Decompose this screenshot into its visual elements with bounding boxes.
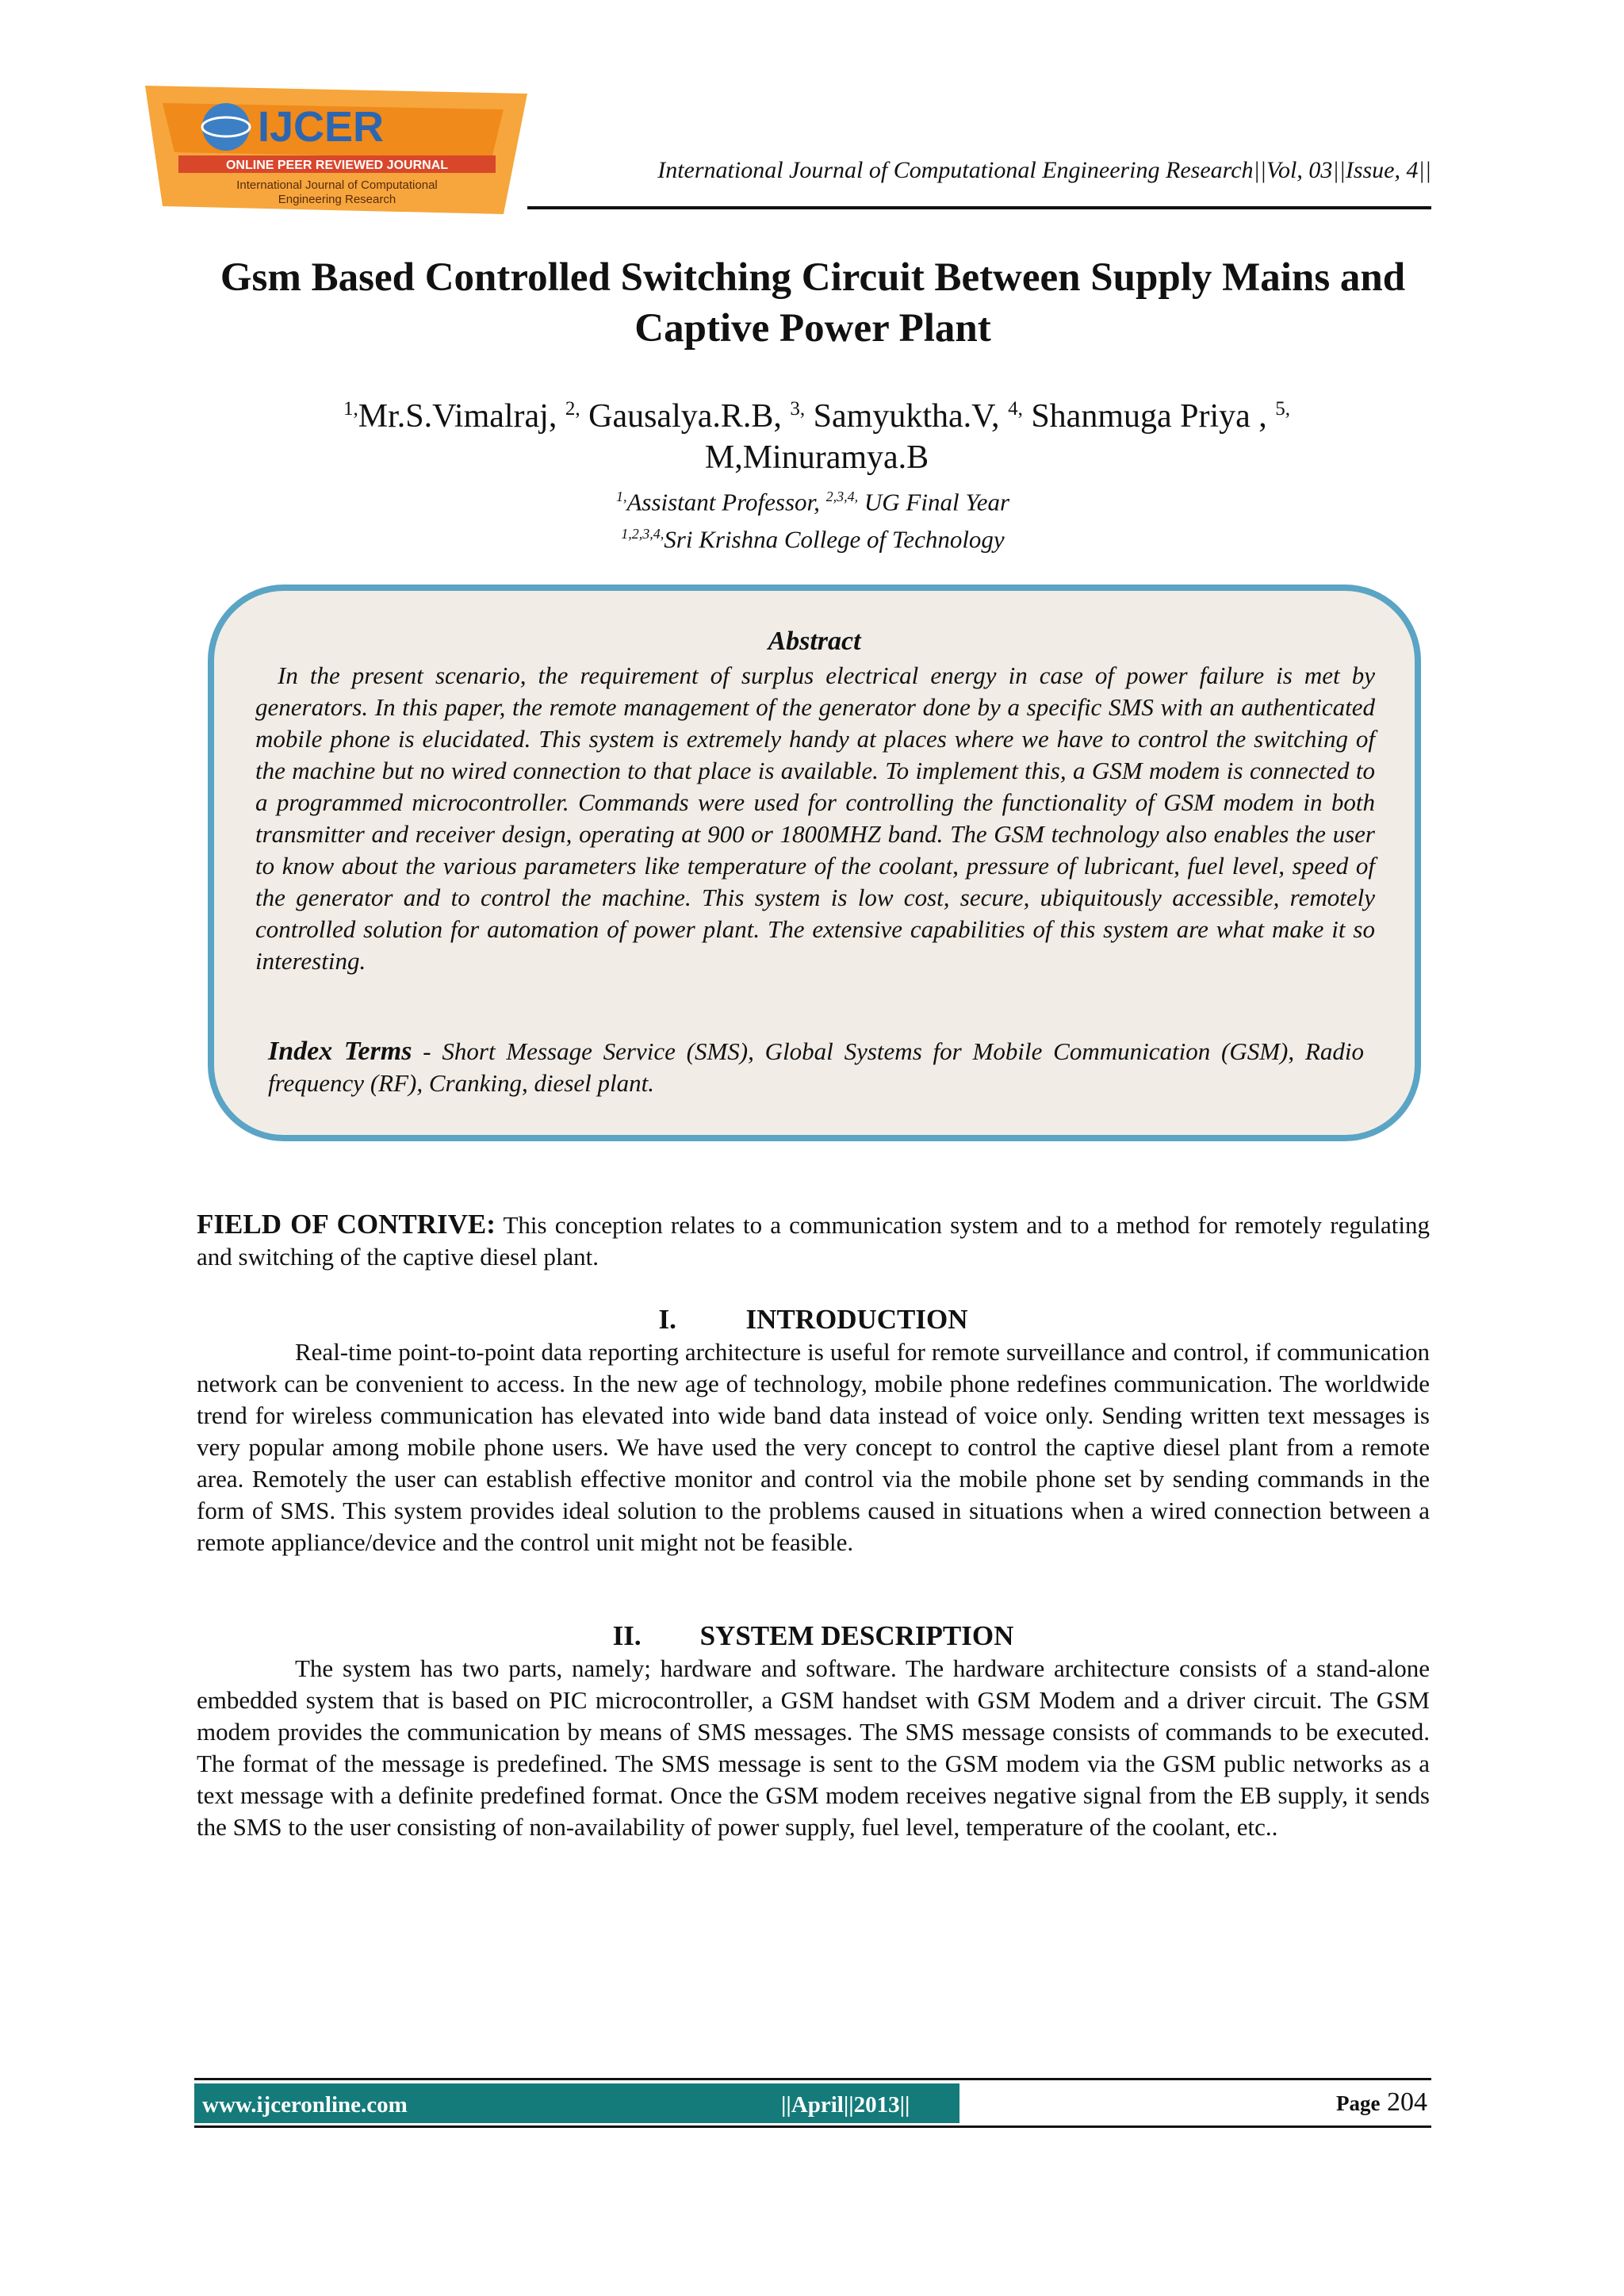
affil-sup: 1,	[615, 489, 627, 504]
page-label: Page	[1336, 2091, 1381, 2115]
abstract-heading: Abstract	[768, 627, 861, 656]
author-name: Shanmuga Priya ,	[1031, 398, 1267, 435]
author-sup: 1,	[343, 398, 358, 420]
section-title: SYSTEM DESCRIPTION	[699, 1620, 1014, 1651]
field-label: FIELD OF CONTRIVE:	[197, 1209, 496, 1240]
author-name: Mr.S.Vimalraj,	[358, 398, 557, 435]
affil-role: Assistant Professor,	[626, 488, 820, 516]
introduction-paragraph: Real-time point-to-point data reporting architecture is useful for remote surveillance and control, if communication network can be convenient to access. In the new age of technology, mobile phone redefines communication. The worldwide trend for wireless communication has elevated into wide band data instead of voice only. Sending written text messages is very popular among mobile phone users. We have used the very concept to control the captive diesel plant from a remote area. Remotely the user can establish effective monitor and control via the mobile phone set by sending commands in the form of SMS. This system provides ideal solution to the problems caused in situations when a wired connection between a remote appliance/device and the control unit might not be feasible.	[197, 1338, 1430, 1556]
author-name: Gausalya.R.B,	[588, 398, 782, 435]
logo-caption-2: Engineering Research	[278, 193, 396, 206]
abstract-text: In the present scenario, the requirement of surplus electrical energy in case of power failure is met by generators. In this paper, the remote management of the generator done by a specific SMS with an authenticated mobile phone is elucidated. This system is extremely handy at places where we have to control the switching of the machine but no wired connection to that place is available. To implement this, a GSM modem is connected to a programmed microcontroller. Commands were used for controlling the functionality of GSM modem in both transmitter and receiver design, operating at 900 or 1800MHZ band. The GSM technology also enables the user to know about the various parameters like temperature of the coolant, pressure of lubricant, fuel level, speed of the generator and to control the machine. This system is low cost, secure, ubiquitously accessible, remotely controlled solution for automation of power plant. The extensive capabilities of this system are what make it so interesting.	[255, 661, 1375, 975]
affil-sup: 2,3,4,	[825, 489, 859, 504]
affil-role: UG Final Year	[864, 488, 1010, 516]
footer-rule-bottom	[194, 2125, 1431, 2128]
index-terms-label: Index Terms	[268, 1037, 412, 1066]
section-title: INTRODUCTION	[745, 1304, 968, 1335]
section-heading-introduction	[197, 1304, 1430, 1336]
logo-text: IJCER	[258, 103, 385, 151]
header-rule	[527, 206, 1431, 209]
affil-college: Sri Krishna College of Technology	[664, 525, 1005, 554]
globe-icon	[202, 103, 250, 151]
field-of-contrive	[197, 1209, 1430, 1273]
affiliations	[317, 481, 1308, 556]
author-sup: 4,	[1008, 398, 1023, 420]
author-list	[222, 389, 1411, 478]
logo-caption-1: International Journal of Computational	[236, 178, 438, 192]
footer-page	[1189, 2087, 1427, 2118]
logo-subtitle: ONLINE PEER REVIEWED JOURNAL	[225, 159, 449, 172]
system-description-paragraph: The system has two parts, namely; hardware and software. The hardware architecture consists of a stand-alone embedded system that is based on PIC microcontroller, a GSM handset with GSM Modem and a driver circuit. The GSM modem provides the communication by means of SMS messages. The SMS message consists of commands to be executed. The format of the message is predefined. The SMS message is sent to the GSM modem via the GSM public networks as a text message with a definite predefined format. Once the GSM modem receives negative signal from the EB supply, it sends the SMS to the user consisting of non-availability of power supply, fuel level, temperature of the coolant, etc..	[197, 1654, 1430, 1841]
author-sup: 2,	[565, 398, 580, 420]
index-terms	[268, 1036, 1364, 1099]
index-terms-text: - Short Message Service (SMS), Global Systems for Mobile Communication (GSM), Radio frequency (RF), Cranking, diesel plant.	[268, 1037, 1364, 1097]
section-heading-system-description	[197, 1620, 1430, 1652]
section-number: II.	[612, 1620, 642, 1651]
field-text: This conception relates to a communication system and to a method for remotely regulating and switching of the captive diesel plant.	[197, 1211, 1430, 1271]
author-name: Samyuktha.V,	[813, 398, 1000, 435]
author-sup: 5,	[1275, 398, 1291, 420]
page-number: 204	[1387, 2087, 1427, 2117]
affil-sup: 1,2,3,4,	[621, 526, 665, 542]
footer-rule-top	[194, 2078, 1431, 2080]
author-name: M,Minuramya.B	[704, 439, 929, 476]
journal-header: International Journal of Computational Engineering Research||Vol, 03||Issue, 4||	[657, 157, 1431, 183]
footer-url: www.ijceronline.com	[202, 2092, 408, 2118]
footer-date: ||April||2013||	[781, 2092, 910, 2118]
paper-title: Gsm Based Controlled Switching Circuit Between Supply Mains and Captive Power Plant	[220, 255, 1406, 351]
author-sup: 3,	[790, 398, 806, 420]
section-number: I.	[658, 1304, 676, 1335]
ijcer-logo	[131, 79, 535, 222]
